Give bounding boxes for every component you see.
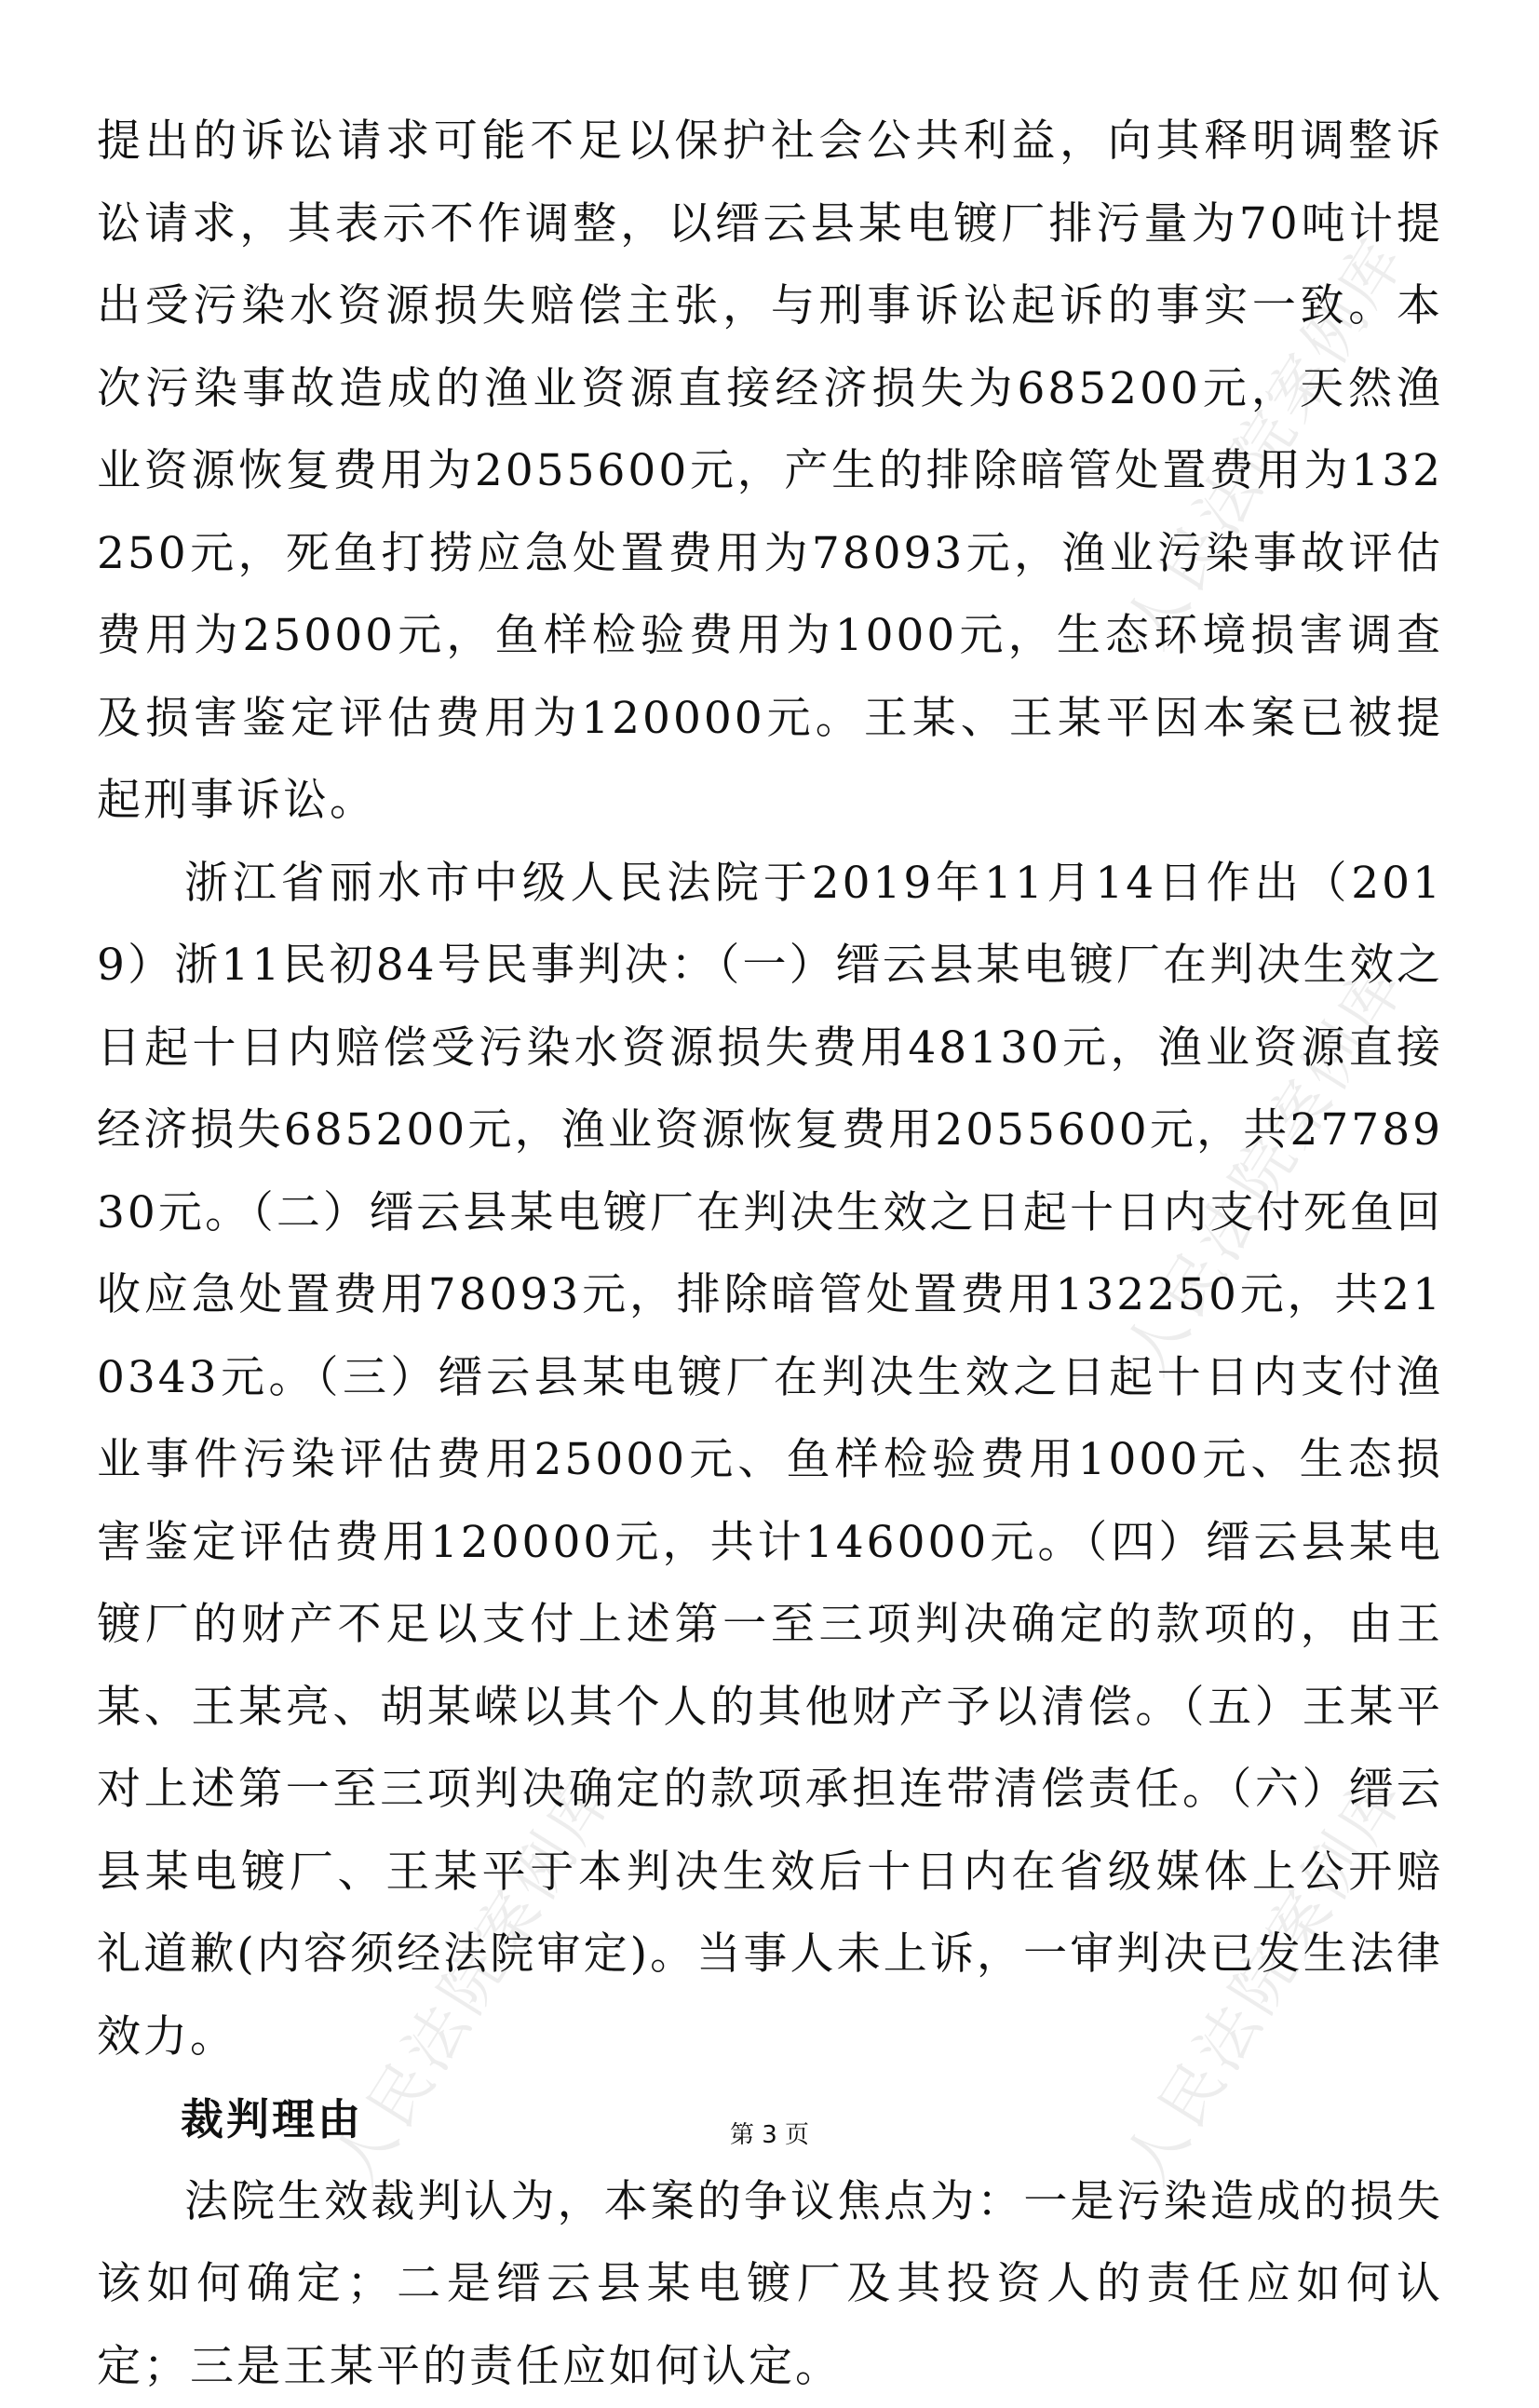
- paragraph-reasoning: 法院生效裁判认为，本案的争议焦点为：一是污染造成的损失该如何确定；二是缙云县某电镀厂及其投资人的责任应如何认定；三是王某平的责任应如何认定。: [97, 2161, 1443, 2408]
- watermark: 人民法院案例库: [1099, 217, 1423, 662]
- watermark: 人民法院案例库: [1099, 943, 1423, 1388]
- document-body: [97, 101, 1443, 2408]
- watermark: 人民法院案例库: [307, 1753, 631, 2198]
- watermark: 人民法院案例库: [1099, 1753, 1423, 2198]
- page-number: 第 3 页: [0, 2116, 1539, 2150]
- paragraph-continued: 提出的诉讼请求可能不足以保护社会公共利益，向其释明调整诉讼请求，其表示不作调整，以缙云县某电镀厂排污量为70吨计提出受污染水资源损失赔偿主张，与刑事诉讼起诉的事实一致。本次污染事故造成的渔业资源直接经济损失为685200元，天然渔业资源恢复费用为2055600元，产生的排除暗管处置费用为132250元，死鱼打捞应急处置费用为78093元，渔业污染事故评估费用为25000元，鱼样检验费用为1000元，生态环境损害调查及损害鉴定评估费用为120000元。王某、王某平因本案已被提起刑事诉讼。: [97, 101, 1443, 843]
- section-heading: 裁判理由: [97, 2078, 1443, 2161]
- paragraph-judgment: 浙江省丽水市中级人民法院于2019年11月14日作出（2019）浙11民初84号民事判决：（一）缙云县某电镀厂在判决生效之日起十日内赔偿受污染水资源损失费用48130元，渔业资源直接经济损失685200元，渔业资源恢复费用2055600元，共2778930元。（二）缙云县某电镀厂在判决生效之日起十日内支付死鱼回收应急处置费用78093元，排除暗管处置费用132250元，共210343元。（三）缙云县某电镀厂在判决生效之日起十日内支付渔业事件污染评估费用25000元、鱼样检验费用1000元、生态损害鉴定评估费用120000元，共计146000元。（四）缙云县某电镀厂的财产不足以支付上述第一至三项判决确定的款项的，由王某、王某亮、胡某嵘以其个人的其他财产予以清偿。（五）王某平对上述第一至三项判决确定的款项承担连带清偿责任。（六）缙云县某电镀厂、王某平于本判决生效后十日内在省级媒体上公开赔礼道歉(内容须经法院审定)。当事人未上诉，一审判决已发生法律效力。: [97, 843, 1443, 2079]
